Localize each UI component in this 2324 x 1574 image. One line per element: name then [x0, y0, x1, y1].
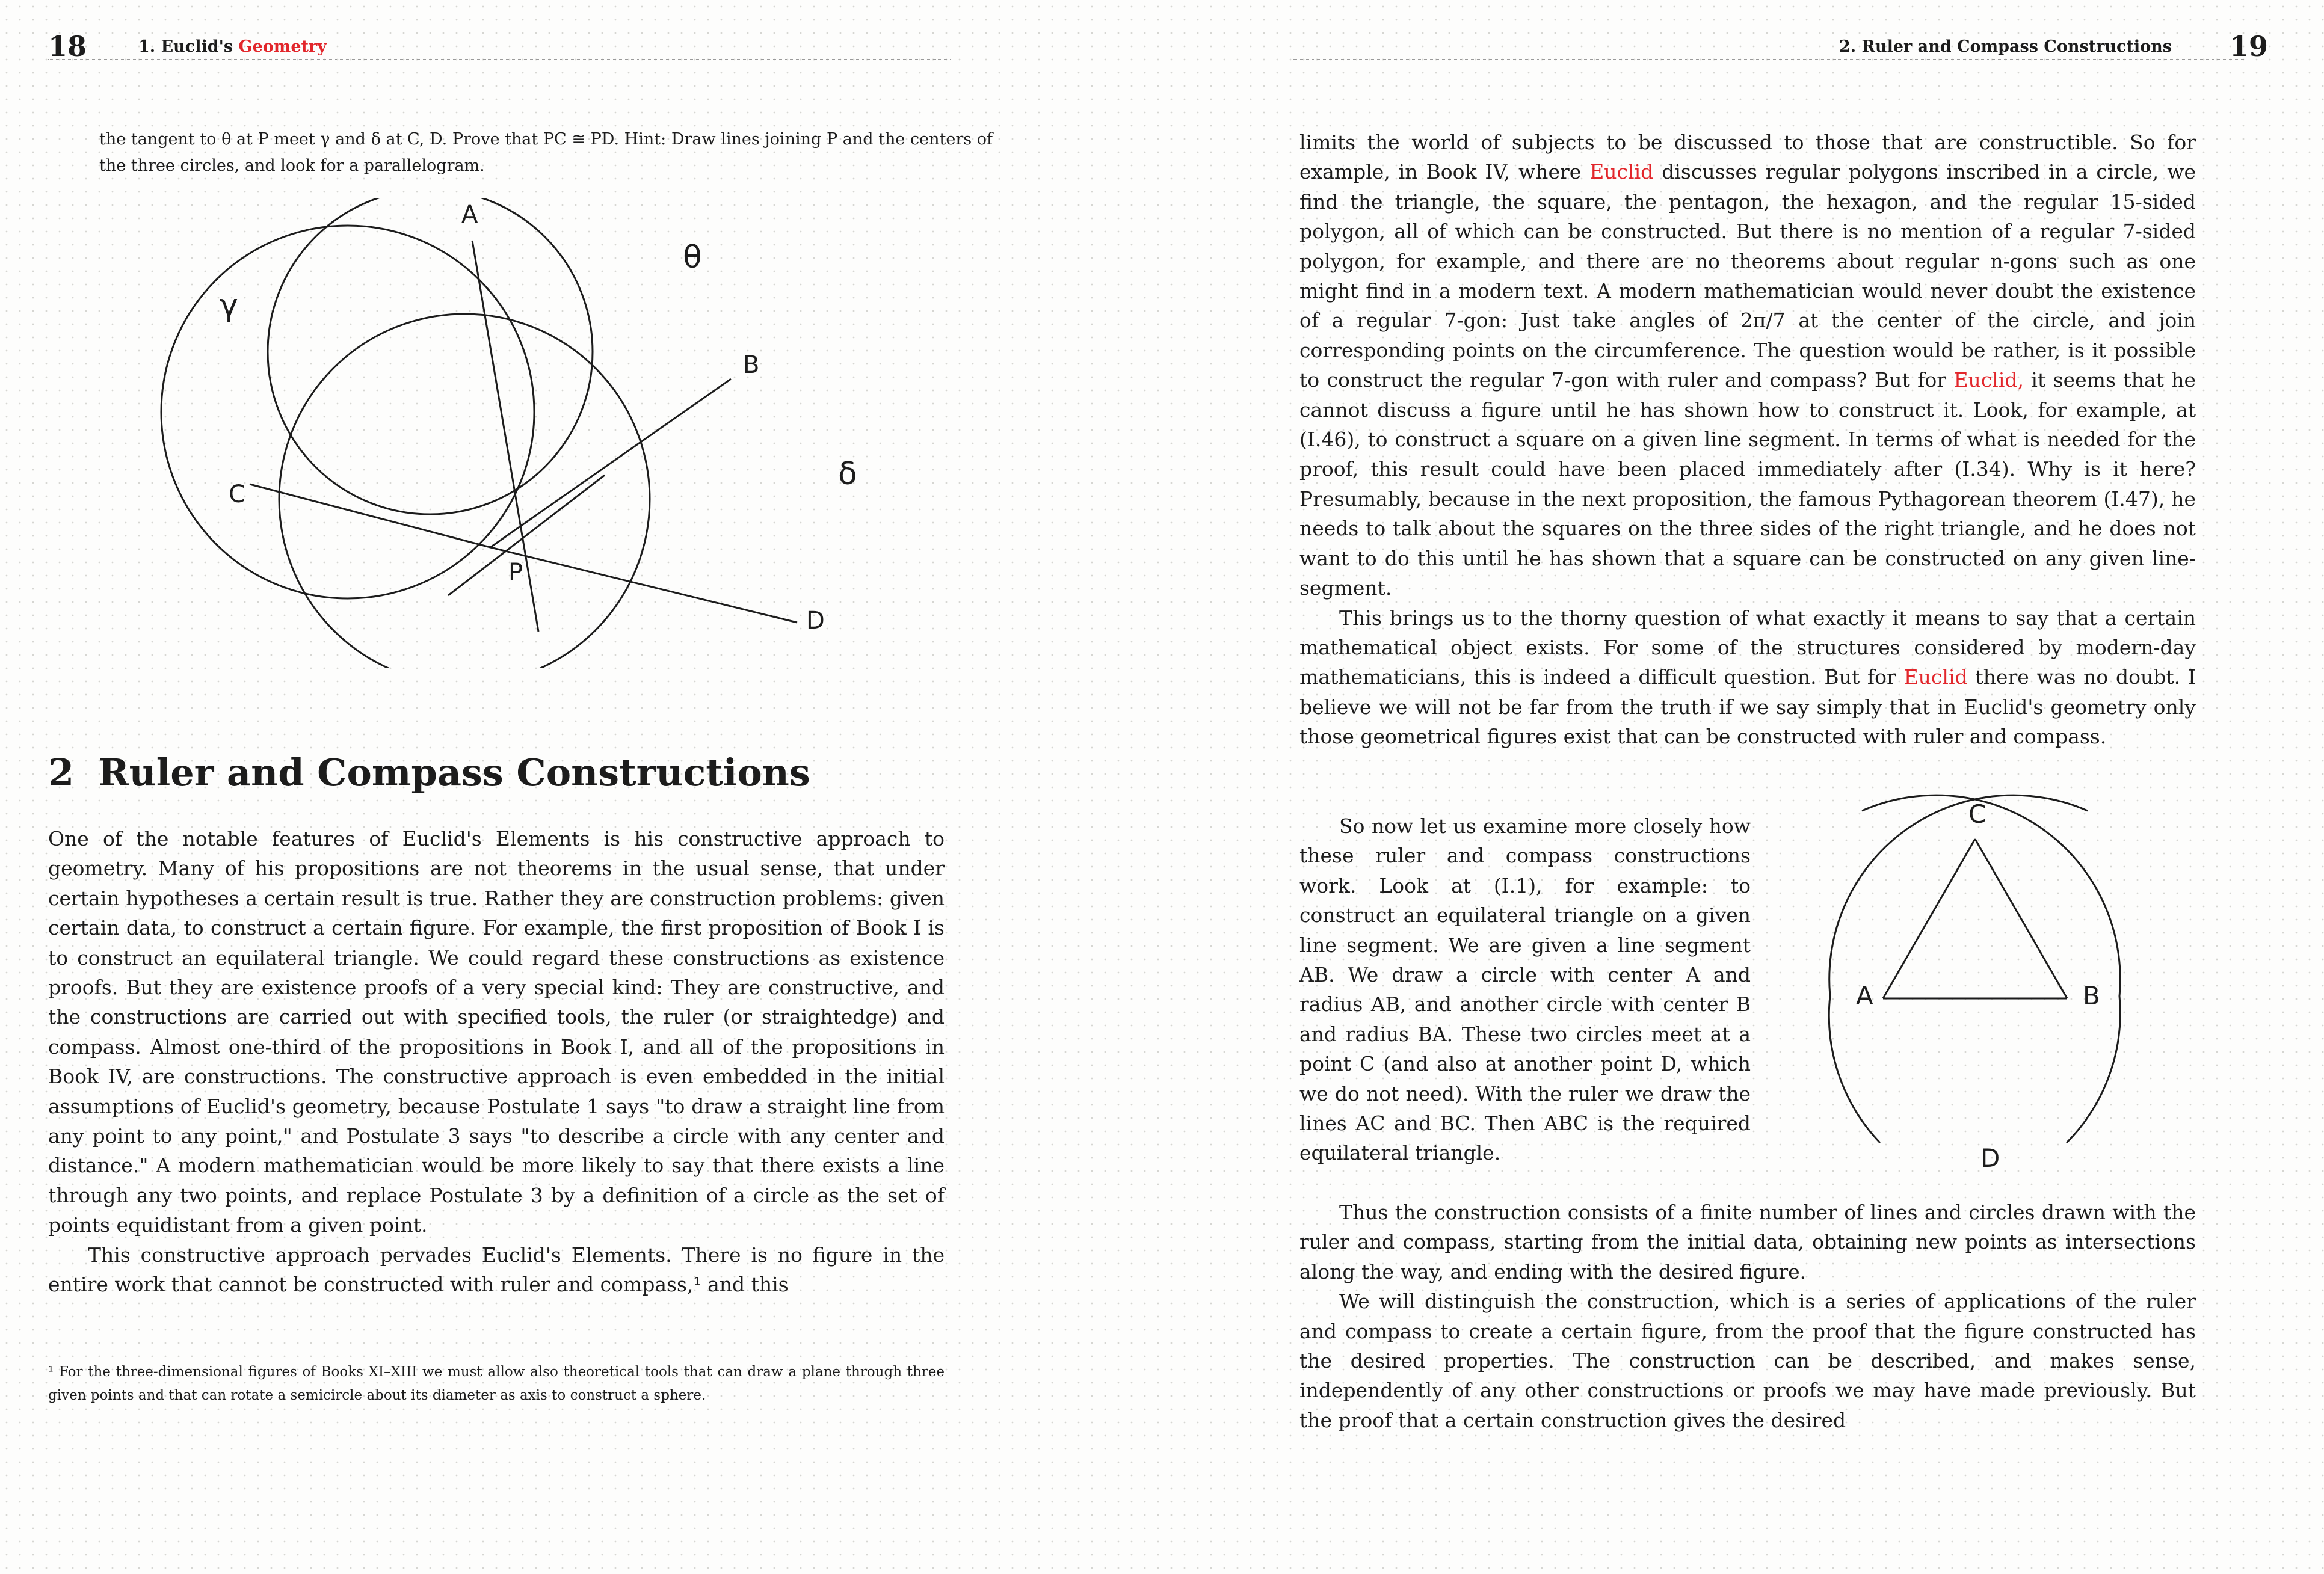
- left-running-head: [48, 29, 951, 63]
- exercise-text: the tangent to θ at P meet γ and δ at C, D. Prove that PC ≅ PD. Hint: Draw lines joining P and the centers of the three circles, and look for a parallelogram.: [99, 130, 993, 175]
- tangent-line: [448, 475, 605, 595]
- section-title: Ruler and Compass Constructions: [98, 751, 810, 795]
- line-pc: [250, 484, 490, 547]
- right-body-top: [1299, 128, 2196, 752]
- left-body: [48, 824, 945, 1300]
- left-paragraph-1: One of the notable features of Euclid's Elements is his constructive approach to geometry. Many of his propositions are not theorems in the usual sense, that under certain hypotheses a certain result is true. Rather they are construction problems: given certain data, to construct a certain figure. For example, the first proposition of Book I is to construct an equilateral triangle. We could regard these constructions as existence proofs. But they are existence proofs of a very special kind: They are constructive, and the constructions are carried out with specified tools, the ruler (or straightedge) and compass. Almost one-third of the propositions in Book I, and all of the propositions in Book IV, are constructions. The constructive approach is even embedded in the initial assumptions of Euclid's geometry, because Postulate 1 says "to draw a straight line from any point to any point," and Postulate 3 says "to describe a circle with any center and distance." A modern mathematician would be more likely to say that there exists a line through any two points, and replace Postulate 3 by a definition of a circle as the set of points equidistant from a given point.: [48, 827, 945, 1237]
- footnote: ¹ For the three-dimensional figures of Books XI–XIII we must allow also theoretical tools that can draw a plane through three given points and that can rotate a semicircle about its diameter as axis to construct a sphere.: [48, 1364, 945, 1403]
- three-circles-figure: [153, 198, 875, 668]
- p2-text-1: This brings us to the thorny question of what exactly it means to say that a certain mathematical object exists. For some of the structures considered by modern-day mathematicians, this is indeed a difficult question. But for: [1299, 606, 2196, 689]
- right-paragraph-1: [1299, 128, 2196, 603]
- left-running-head-title: [138, 37, 327, 56]
- right-running-head-title: 2. Ruler and Compass Constructions: [1839, 37, 2172, 56]
- right-page: [1293, 0, 2268, 1574]
- p1-text-3: it seems that he cannot discuss a figure until he has shown how to construct it. Look, for example, at (I.46), to construct a square on a given line segment. In terms of what is needed for the proof, this result could have been placed immediately after (I.34). Why is it here? Presumably, because in the next proposition, the famous Pythagorean theorem (I.47), he needs to talk about the squares on the three sides of the right triangle, and he does not want to do this until he has shown that a square can be constructed on any given line-segment.: [1299, 368, 2196, 600]
- right-paragraph-3: So now let us examine more closely how these ruler and compass constructions work. Look at (I.1), for example: to construct an equilateral triangle on a given line segment. We are given a line segment AB. We draw a circle with center A and radius AB, and another circle with center B and radius BA. These two circles meet at a point C (and also at another point D, which we do not need). With the ruler we draw the lines AC and BC. Then ABC is the required equilateral triangle.: [1299, 814, 1751, 1165]
- section-number: 2: [48, 751, 75, 795]
- fig2-label-a: A: [1856, 981, 1873, 1010]
- euclid-link-1[interactable]: Euclid: [1589, 160, 1654, 184]
- right-page-number: 19: [2229, 30, 2268, 63]
- running-head-link-geometry[interactable]: Geometry: [238, 37, 327, 56]
- fig1-label-gamma: γ: [220, 287, 238, 324]
- circle-theta: [268, 198, 593, 514]
- fig2-label-d: D: [1980, 1143, 2000, 1173]
- line-pa: [472, 241, 538, 632]
- right-paragraph-4: Thus the construction consists of a finite number of lines and circles drawn with the ruler and compass, starting from the initial data, obtaining new points as intersections along the way, and ending with the desired figure.: [1299, 1200, 2196, 1283]
- line-pd: [490, 547, 797, 623]
- fig1-label-p: P: [508, 559, 523, 586]
- euclid-link-3[interactable]: Euclid: [1903, 665, 1968, 689]
- fig1-label-d: D: [806, 607, 825, 635]
- segment-bc: [1975, 839, 2067, 998]
- section-heading: [48, 751, 810, 795]
- fig1-label-c: C: [229, 481, 245, 508]
- euclid-link-2[interactable]: Euclid,: [1953, 368, 2024, 392]
- segment-ac: [1883, 839, 1975, 998]
- fig1-label-a: A: [461, 201, 478, 229]
- equilateral-triangle-figure: [1823, 782, 2136, 1191]
- fig1-label-b: B: [743, 351, 760, 379]
- fig1-label-theta: θ: [683, 239, 702, 275]
- circle-delta: [279, 314, 650, 668]
- left-paragraph-2: This constructive approach pervades Euclid's Elements. There is no figure in the entire work that cannot be constructed with ruler and compass,¹ and this: [48, 1243, 945, 1297]
- fig2-label-b: B: [2083, 981, 2100, 1010]
- p1-text-1: limits the world of subjects to be discussed to those that are constructible. So for example, in Book IV, where: [1299, 131, 2196, 184]
- left-page: [48, 0, 993, 1574]
- right-paragraph-5: We will distinguish the construction, which is a series of applications of the ruler and compass to create a certain figure, from the proof that the figure constructed has the desired properties. The construction can be described, and makes sense, independently of any other constructions or proofs we may have made previously. But the proof that a certain construction gives the desired: [1299, 1290, 2196, 1432]
- p1-text-2: discusses regular polygons inscribed in a circle, we find the triangle, the square, the pentagon, the hexagon, and the regular 15-sided polygon, all of which can be constructed. But there is no mention of a regular 7-sided polygon, for example, and there are no theorems about regular n-gons such as one might find in a modern text. A modern mathematician would never doubt the existence of a regular 7-gon: Just take angles of 2π/7 at the center of the circle, and join corresponding points on the circumference. The question would be rather, is it possible to construct the regular 7-gon with ruler and compass? But for: [1299, 160, 2196, 392]
- fig2-label-c: C: [1968, 799, 1986, 829]
- circle-b-arc: [1829, 795, 2088, 1143]
- running-head-chapter: 1. Euclid's: [138, 37, 233, 56]
- right-body-bottom: [1299, 1197, 2196, 1435]
- right-paragraph-2: [1299, 603, 2196, 752]
- fig1-label-delta: δ: [838, 456, 857, 492]
- right-running-head: [1293, 29, 2268, 63]
- p2-text-2: there was no doubt. I believe we will not be far from the truth if we say simply that in Euclid's geometry only those geometrical figures exist that can be constructed with ruler and compass.: [1299, 665, 2196, 749]
- left-page-number: 18: [48, 30, 87, 63]
